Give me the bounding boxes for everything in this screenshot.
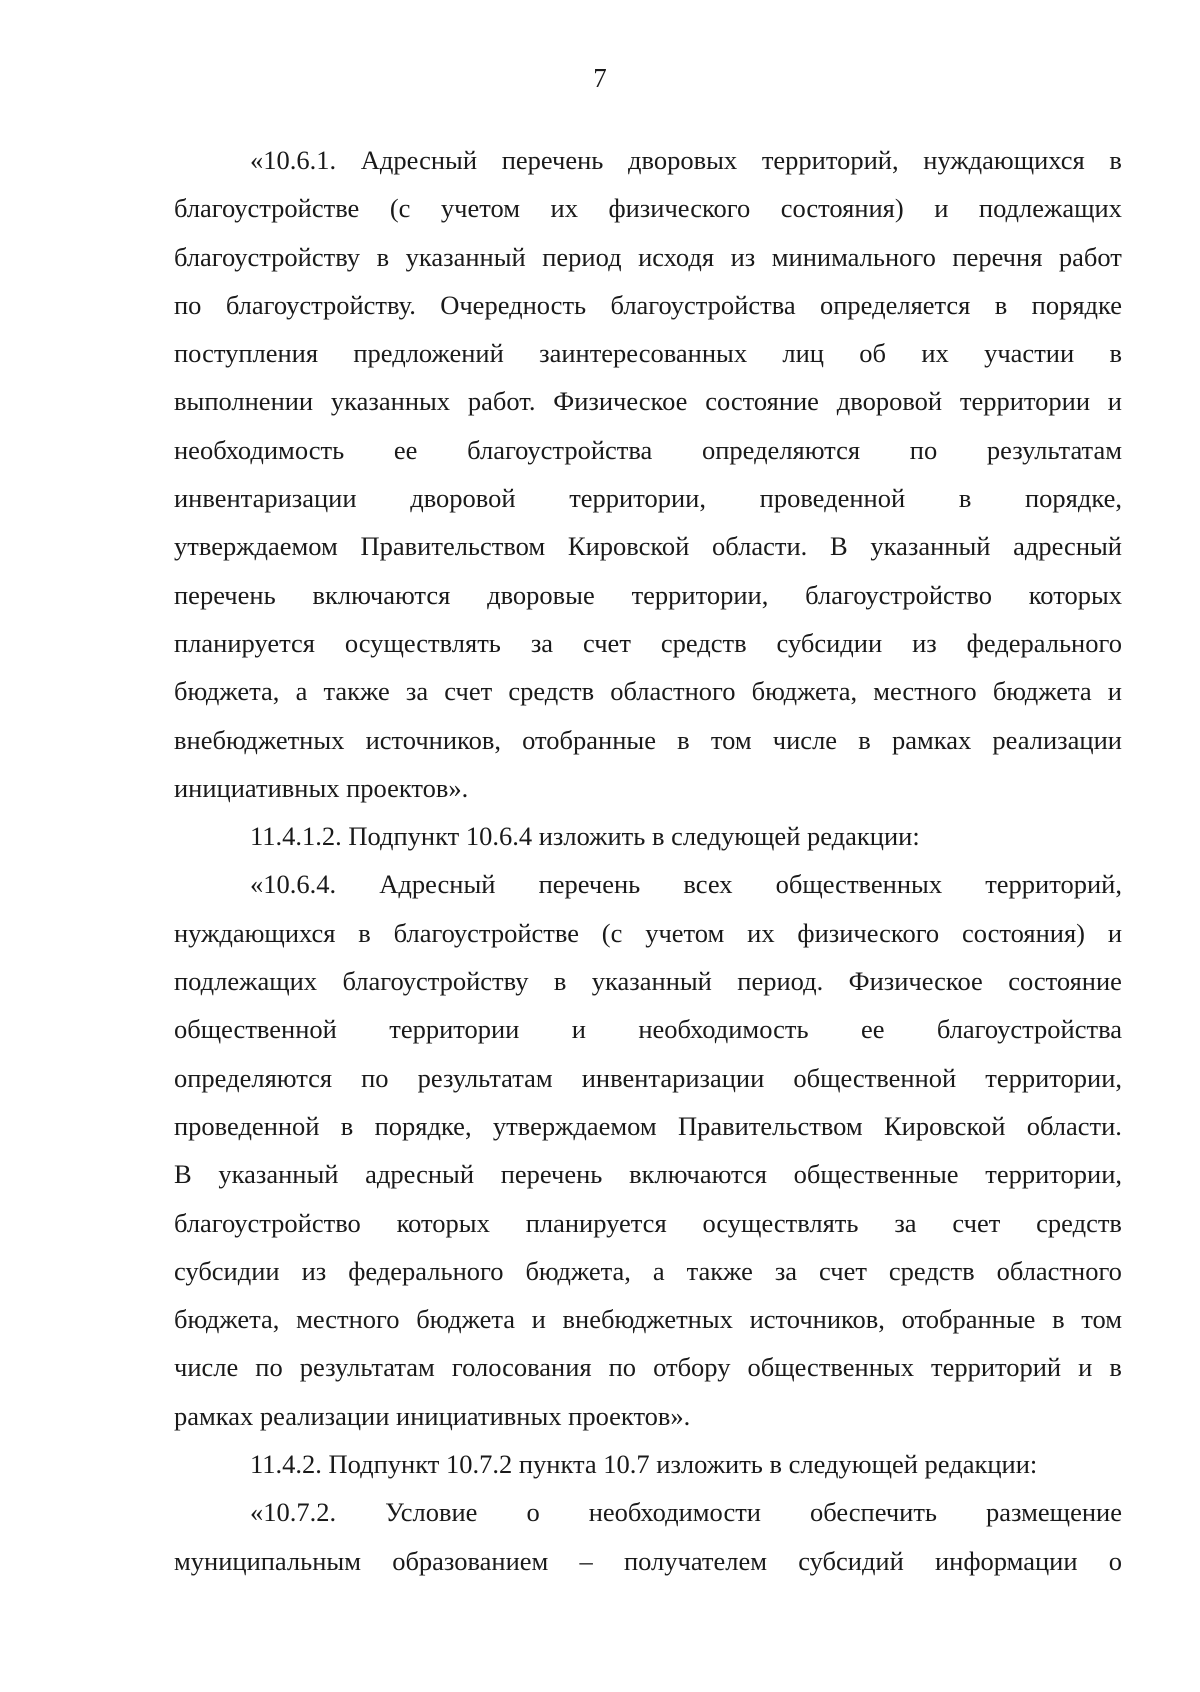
- word: (с: [389, 193, 411, 224]
- word: –: [579, 1545, 593, 1576]
- word: бюджета: [416, 1304, 515, 1335]
- word: осуществлять: [344, 627, 501, 658]
- word: перечня: [952, 241, 1043, 272]
- word: Условие: [385, 1497, 478, 1528]
- word: поступления: [174, 338, 319, 369]
- word: области.: [712, 531, 808, 562]
- word: отбору: [653, 1352, 731, 1383]
- word: благоустройство: [805, 579, 992, 610]
- word: том: [1081, 1304, 1122, 1335]
- word: определяется: [820, 289, 971, 320]
- word: о: [1108, 1545, 1122, 1576]
- word: благоустройства: [936, 1014, 1122, 1045]
- word: информации: [934, 1545, 1078, 1576]
- word: бюджета,: [174, 1304, 280, 1335]
- word: получателем: [623, 1545, 768, 1576]
- word: ее: [393, 434, 418, 465]
- word: В: [174, 1159, 192, 1190]
- word: их: [747, 917, 775, 948]
- word: за: [530, 627, 554, 658]
- word: а: [652, 1255, 665, 1286]
- word: средств: [888, 1255, 975, 1286]
- word: Правительством: [677, 1110, 863, 1141]
- word: планируется: [174, 627, 315, 658]
- page-number: 7: [593, 63, 607, 93]
- word: лиц: [782, 338, 824, 369]
- word: инвентаризации: [581, 1062, 765, 1093]
- word: состояние: [705, 386, 819, 417]
- text-line: [174, 184, 1122, 232]
- word: о: [526, 1497, 540, 1528]
- word: бюджета,: [174, 676, 280, 707]
- text-line: инициативных проектов».: [174, 772, 469, 803]
- word: рамках: [891, 724, 972, 755]
- word: утверждаемом: [174, 531, 338, 562]
- word: В: [829, 531, 848, 562]
- word: указанных: [330, 386, 451, 417]
- word: состояние: [1008, 966, 1122, 997]
- word: указанный: [591, 966, 712, 997]
- word: по: [255, 1352, 283, 1383]
- word: перечень: [500, 1159, 603, 1190]
- word: общественной: [174, 1014, 337, 1045]
- word: благоустройству.: [225, 289, 416, 320]
- word: территорий,: [985, 869, 1122, 900]
- word: реализации: [992, 724, 1122, 755]
- word: в: [1109, 338, 1122, 369]
- word: период.: [737, 966, 824, 997]
- text-line: [174, 426, 1122, 474]
- text-line: [174, 860, 1122, 908]
- word: указанный: [405, 241, 526, 272]
- word: по: [361, 1062, 389, 1093]
- word: благоустройству: [174, 241, 361, 272]
- word: за: [405, 676, 429, 707]
- word: дворовых: [628, 145, 738, 175]
- text-line: [174, 1150, 1122, 1198]
- word: территории: [389, 1014, 520, 1045]
- word: по: [909, 434, 938, 465]
- text-line: [174, 1295, 1122, 1343]
- word: из: [912, 627, 937, 658]
- word: общественных: [747, 1352, 914, 1383]
- word: за: [774, 1255, 798, 1286]
- text-line: [174, 1005, 1122, 1053]
- word: необходимость: [174, 434, 345, 465]
- word: состояния): [962, 917, 1085, 948]
- word: Правительством: [360, 531, 546, 562]
- word: также: [686, 1255, 753, 1286]
- word: их: [550, 193, 578, 224]
- word: обеспечить: [809, 1497, 938, 1528]
- text-line: [174, 136, 1122, 184]
- word: средств: [1036, 1207, 1122, 1238]
- word: перечень: [174, 579, 276, 610]
- text-line: [174, 1488, 1122, 1536]
- word: дворовые: [487, 579, 595, 610]
- text-line: 11.4.2. Подпункт 10.7.2 пункта 10.7 изложить в следующей редакции:: [250, 1449, 1038, 1480]
- word: благоустройства: [467, 434, 653, 465]
- word: в: [1052, 1304, 1065, 1335]
- word: из: [301, 1255, 327, 1286]
- word: субсидий: [798, 1545, 904, 1576]
- word: том: [710, 724, 752, 755]
- word: в: [358, 917, 371, 948]
- word: указанный: [218, 1159, 339, 1190]
- text-line: [174, 957, 1122, 1005]
- word: в: [340, 1110, 354, 1141]
- word: дворовой: [836, 386, 943, 417]
- word: планируется: [525, 1207, 667, 1238]
- word: физического: [608, 193, 751, 224]
- word: и: [1107, 386, 1122, 417]
- word: по: [608, 1352, 637, 1383]
- text-line: [174, 1102, 1122, 1150]
- word: субсидии: [776, 627, 883, 658]
- word: порядке,: [374, 1110, 472, 1141]
- word: «10.6.4.: [250, 869, 337, 900]
- word: в: [553, 966, 567, 997]
- word: областного: [996, 1255, 1122, 1286]
- word: проведенной: [174, 1110, 320, 1141]
- word: Очередность: [440, 289, 587, 320]
- word: в: [994, 289, 1008, 320]
- word: субсидии: [174, 1255, 280, 1286]
- word: размещение: [986, 1497, 1122, 1528]
- word: минимального: [771, 241, 936, 272]
- word: необходимость: [638, 1014, 809, 1045]
- word: и: [934, 193, 949, 224]
- word: в: [858, 724, 871, 755]
- word: их: [921, 338, 949, 369]
- word: за: [894, 1207, 917, 1238]
- word: (с: [601, 917, 623, 948]
- word: общественные: [793, 1159, 959, 1190]
- word: средств: [508, 676, 595, 707]
- word: числе: [772, 724, 838, 755]
- text-line: [174, 1054, 1122, 1102]
- word: средств: [660, 627, 747, 658]
- text-line: [174, 1199, 1122, 1247]
- word: включаются: [629, 1159, 767, 1190]
- text-line: [174, 1537, 1122, 1585]
- word: подлежащих: [174, 966, 318, 997]
- word: Адресный: [379, 869, 496, 900]
- word: источников,: [365, 724, 501, 755]
- word: утверждаемом: [492, 1110, 657, 1141]
- word: учетом: [645, 917, 725, 948]
- text-line: [174, 909, 1122, 957]
- word: счет: [583, 627, 631, 658]
- word: Физическое: [553, 386, 688, 417]
- text-line: [174, 233, 1122, 281]
- word: внебюджетных: [174, 724, 345, 755]
- word: бюджета: [992, 676, 1092, 707]
- word: и: [1107, 676, 1122, 707]
- word: перечень: [538, 869, 641, 900]
- word: результатам: [417, 1062, 553, 1093]
- text-line: [174, 716, 1122, 764]
- word: Физическое: [848, 966, 983, 997]
- word: территории,: [569, 483, 706, 514]
- word: нуждающихся: [174, 917, 336, 948]
- word: голосования: [451, 1352, 592, 1383]
- word: предложений: [353, 338, 504, 369]
- word: общественной: [793, 1062, 957, 1093]
- word: внебюджетных: [562, 1304, 733, 1335]
- text-line: [174, 667, 1122, 715]
- word: федерального: [966, 627, 1122, 658]
- word: благоустройству: [342, 966, 529, 997]
- word: бюджета,: [525, 1255, 631, 1286]
- word: инвентаризации: [174, 483, 357, 514]
- word: отобранные: [522, 724, 656, 755]
- word: в: [1109, 145, 1122, 175]
- word: исходя: [638, 241, 715, 272]
- word: счет: [444, 676, 493, 707]
- word: территорий: [930, 1352, 1062, 1383]
- word: областного: [610, 676, 736, 707]
- document-body: [174, 136, 1122, 1585]
- word: области.: [1026, 1110, 1122, 1141]
- word: выполнении: [174, 386, 314, 417]
- text-line: [174, 619, 1122, 667]
- word: порядке: [1031, 289, 1122, 320]
- word: адресный: [1013, 531, 1122, 562]
- text-line: [174, 281, 1122, 329]
- word: благоустройства: [610, 289, 796, 320]
- text-line: [174, 377, 1122, 425]
- word: состояния): [780, 193, 904, 224]
- word: территорий,: [761, 145, 899, 175]
- word: включаются: [312, 579, 451, 610]
- word: работ: [1058, 241, 1122, 272]
- word: необходимости: [588, 1497, 761, 1528]
- word: подлежащих: [978, 193, 1122, 224]
- word: перечень: [501, 145, 604, 175]
- word: муниципальным: [174, 1545, 361, 1576]
- word: благоустройстве: [174, 193, 360, 224]
- word: благоустройстве: [393, 917, 579, 948]
- text-line: [174, 571, 1122, 619]
- word: из: [730, 241, 756, 272]
- word: источников,: [749, 1304, 885, 1335]
- word: физического: [797, 917, 940, 948]
- word: общественных: [775, 869, 943, 900]
- text-line: 11.4.1.2. Подпункт 10.6.4 изложить в следующей редакции:: [250, 821, 920, 852]
- word: по: [174, 289, 202, 320]
- word: территории,: [631, 579, 769, 610]
- word: территории,: [985, 1159, 1122, 1190]
- word: местного: [873, 676, 977, 707]
- word: образованием: [392, 1545, 549, 1576]
- word: результатам: [986, 434, 1122, 465]
- word: Адресный: [360, 145, 478, 175]
- word: порядке,: [1025, 483, 1122, 514]
- word: Кировской: [883, 1110, 1006, 1141]
- text-line: рамках реализации инициативных проектов».: [174, 1400, 691, 1431]
- text-line: [174, 1247, 1122, 1295]
- word: проведенной: [759, 483, 906, 514]
- word: и: [1107, 917, 1122, 948]
- word: и: [531, 1304, 546, 1335]
- word: благоустройство: [174, 1207, 361, 1238]
- word: об: [859, 338, 887, 369]
- word: счет: [952, 1207, 1001, 1238]
- word: учетом: [440, 193, 521, 224]
- text-line: [174, 329, 1122, 377]
- word: которых: [1028, 579, 1122, 610]
- word: заинтересованных: [539, 338, 748, 369]
- word: и: [1078, 1352, 1093, 1383]
- word: ее: [860, 1014, 885, 1045]
- word: осуществлять: [702, 1207, 859, 1238]
- word: а: [295, 676, 308, 707]
- word: указанный: [870, 531, 991, 562]
- word: и: [571, 1014, 586, 1045]
- word: числе: [174, 1352, 239, 1383]
- word: бюджета,: [751, 676, 858, 707]
- word: которых: [396, 1207, 490, 1238]
- word: определяются: [701, 434, 861, 465]
- word: территории: [959, 386, 1090, 417]
- word: всех: [683, 869, 733, 900]
- word: дворовой: [410, 483, 516, 514]
- word: «10.6.1.: [250, 145, 337, 175]
- word: результатам: [299, 1352, 435, 1383]
- text-line: [174, 1343, 1122, 1391]
- word: работ.: [467, 386, 536, 417]
- word: в: [1109, 1352, 1122, 1383]
- word: счет: [819, 1255, 867, 1286]
- word: отобранные: [901, 1304, 1036, 1335]
- word: определяются: [174, 1062, 333, 1093]
- word: также: [323, 676, 390, 707]
- word: в: [958, 483, 972, 514]
- word: адресный: [365, 1159, 475, 1190]
- word: участии: [984, 338, 1075, 369]
- word: в: [677, 724, 690, 755]
- word: период: [542, 241, 622, 272]
- word: нуждающихся: [923, 145, 1085, 175]
- text-line: [174, 522, 1122, 570]
- word: Кировской: [567, 531, 690, 562]
- word: федерального: [348, 1255, 504, 1286]
- text-line: [174, 474, 1122, 522]
- word: в: [376, 241, 390, 272]
- word: территории,: [985, 1062, 1122, 1093]
- word: местного: [296, 1304, 400, 1335]
- word: «10.7.2.: [250, 1497, 337, 1528]
